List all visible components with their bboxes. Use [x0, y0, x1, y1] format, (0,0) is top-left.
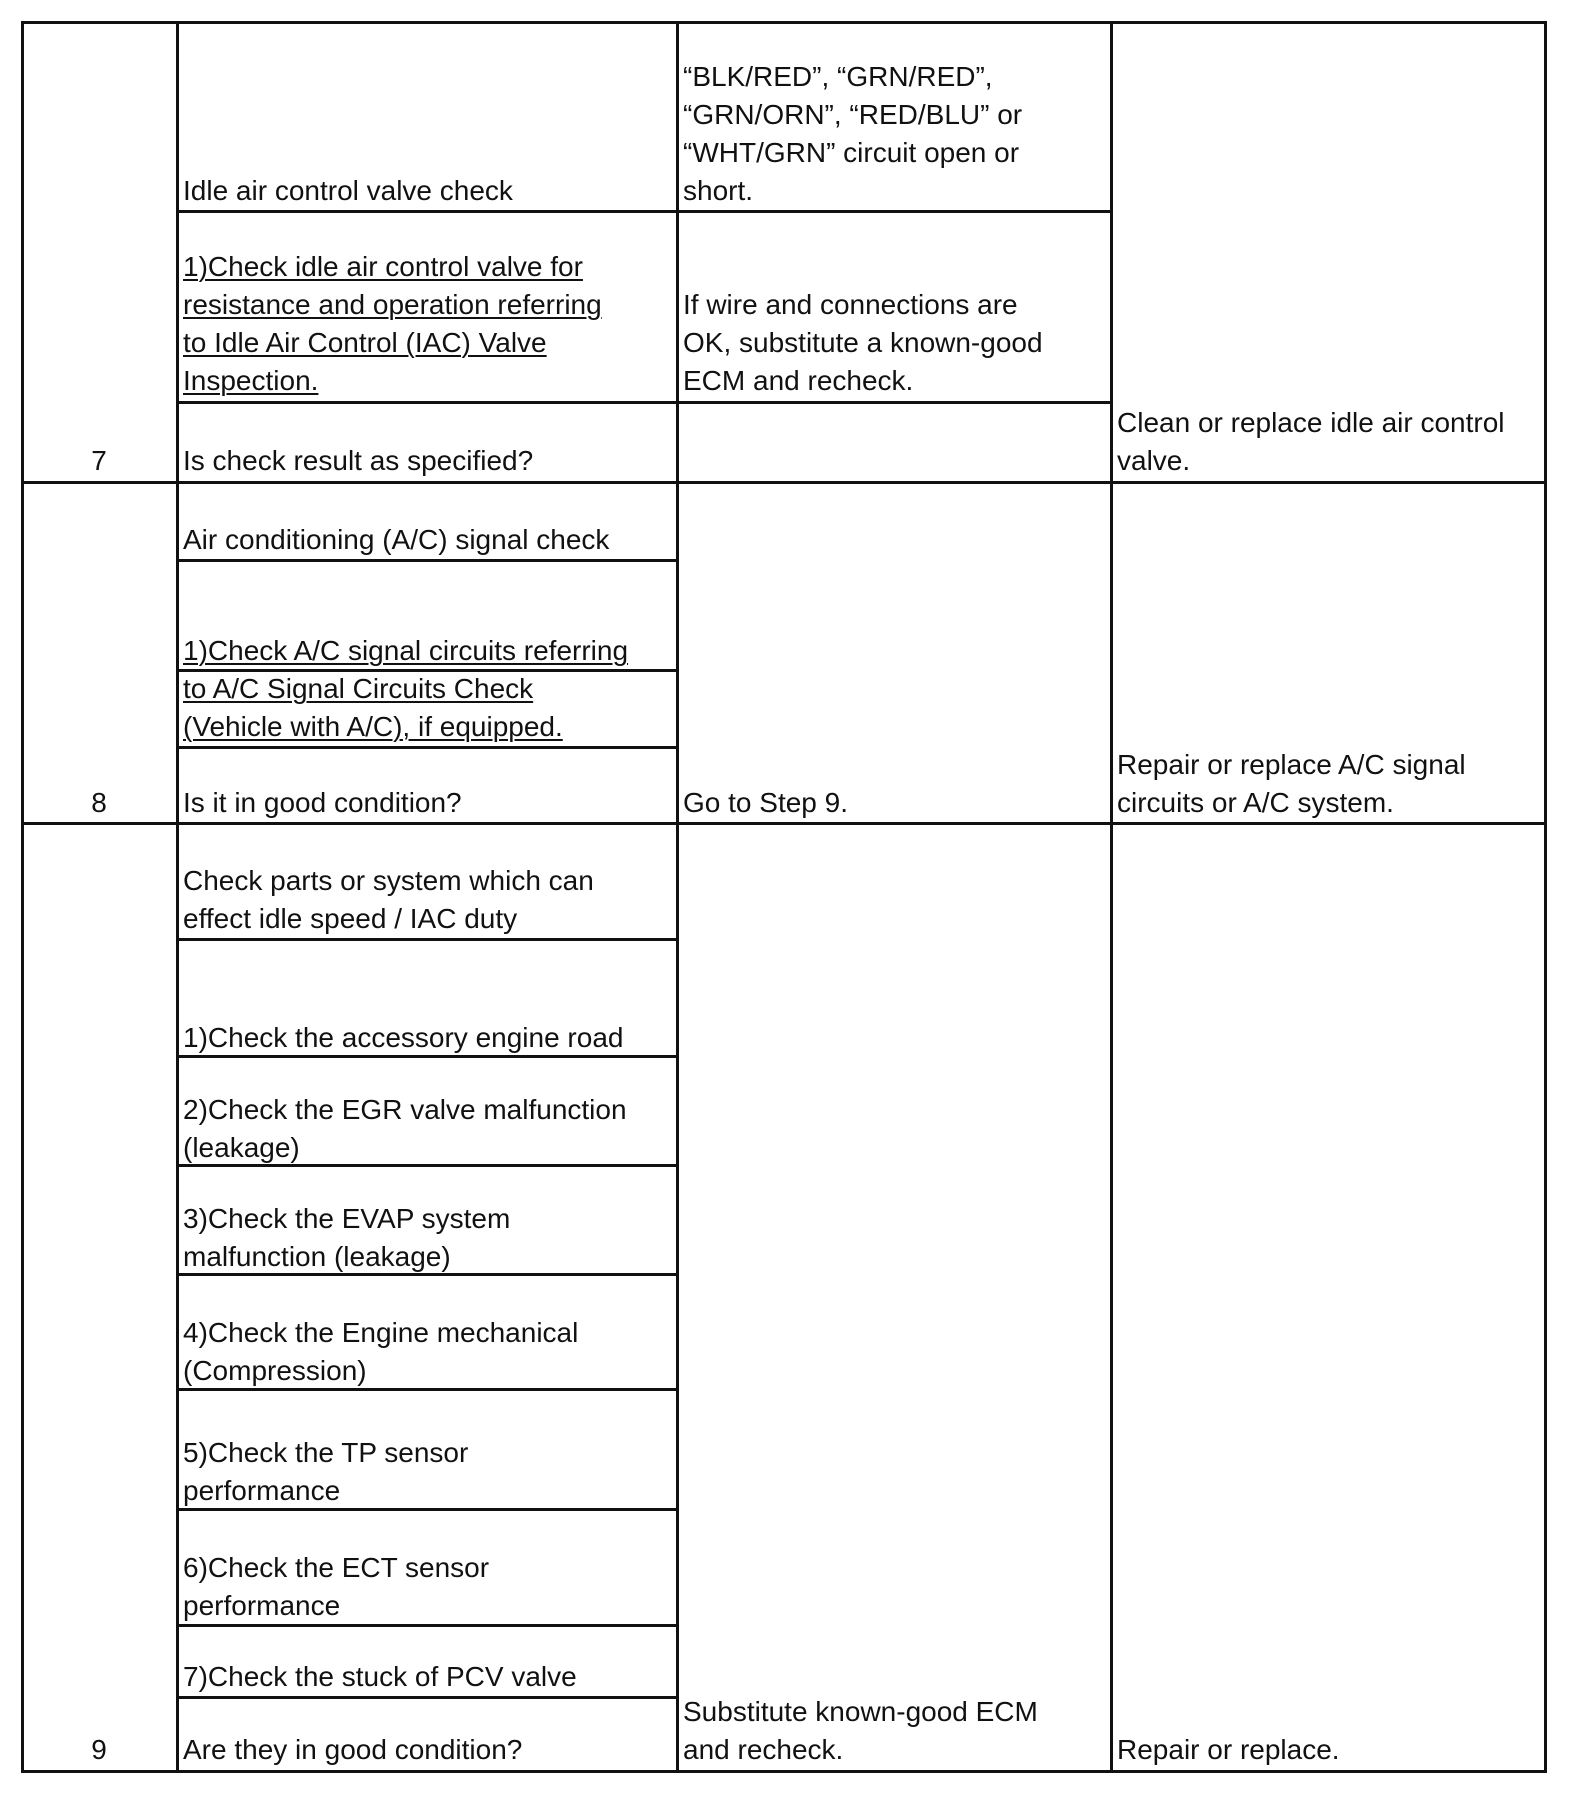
- yes-text: “BLK/RED”, “GRN/RED”,: [683, 61, 993, 92]
- cell-separator: [177, 210, 1112, 213]
- no-text: Repair or replace.: [1117, 1734, 1340, 1765]
- action-line[interactable]: 1)Check idle air control valve for: [183, 251, 583, 282]
- row-separator: [24, 481, 1544, 484]
- yes-text: “WHT/GRN” circuit open or: [683, 137, 1020, 168]
- step-title: Air conditioning (A/C) signal check: [183, 524, 610, 555]
- no-text: circuits or A/C system.: [1117, 787, 1394, 818]
- diagnostic-table: [21, 21, 1547, 1773]
- yes-text: Go to Step 9.: [683, 787, 848, 818]
- yes-text: If wire and connections are: [683, 289, 1018, 320]
- no-text: Repair or replace A/C signal: [1117, 749, 1466, 780]
- yes-text: and recheck.: [683, 1734, 844, 1765]
- yes-text: ECM and recheck.: [683, 365, 914, 396]
- question: Are they in good condition?: [183, 1734, 523, 1765]
- check-item: 2)Check the EGR valve malfunction: [183, 1094, 627, 1125]
- row-separator: [24, 822, 1544, 825]
- column-divider: [1110, 24, 1113, 1770]
- check-item: 4)Check the Engine mechanical: [183, 1317, 579, 1348]
- question: Is check result as specified?: [183, 445, 534, 476]
- action-line[interactable]: to A/C Signal Circuits Check: [183, 673, 534, 704]
- check-item: performance: [183, 1475, 341, 1506]
- check-item: 6)Check the ECT sensor: [183, 1552, 490, 1583]
- check-item: 7)Check the stuck of PCV valve: [183, 1661, 577, 1692]
- step-title: Check parts or system which can: [183, 865, 594, 896]
- check-item: performance: [183, 1590, 341, 1621]
- yes-text: Substitute known-good ECM: [683, 1696, 1038, 1727]
- action-line[interactable]: (Vehicle with A/C), if equipped.: [183, 711, 563, 742]
- check-item: 1)Check the accessory engine road: [183, 1022, 624, 1053]
- check-item: (leakage): [183, 1132, 300, 1163]
- action-line[interactable]: 1)Check A/C signal circuits referring: [183, 635, 629, 666]
- step-title: Idle air control valve check: [183, 175, 513, 206]
- question: Is it in good condition?: [183, 787, 462, 818]
- check-item: malfunction (leakage): [183, 1241, 451, 1272]
- cell-separator: [177, 746, 677, 749]
- step-number: 8: [91, 787, 107, 818]
- check-item: (Compression): [183, 1355, 367, 1386]
- cell-separator: [177, 401, 1112, 404]
- cell-separator: [177, 1696, 677, 1699]
- action-line[interactable]: to Idle Air Control (IAC) Valve: [183, 327, 547, 358]
- yes-text: “GRN/ORN”, “RED/BLU” or: [683, 99, 1023, 130]
- cell-separator: [177, 938, 677, 941]
- yes-text: short.: [683, 175, 754, 206]
- check-item: 3)Check the EVAP system: [183, 1203, 511, 1234]
- action-line[interactable]: resistance and operation referring: [183, 289, 602, 320]
- step-number: 9: [91, 1734, 107, 1765]
- step-title: effect idle speed / IAC duty: [183, 903, 518, 934]
- step-number: 7: [91, 445, 107, 476]
- no-text: Clean or replace idle air control: [1117, 407, 1505, 438]
- action-line[interactable]: Inspection.: [183, 365, 319, 396]
- yes-text: OK, substitute a known-good: [683, 327, 1043, 358]
- no-text: valve.: [1117, 445, 1191, 476]
- check-item: 5)Check the TP sensor: [183, 1437, 469, 1468]
- cell-separator: [177, 559, 677, 562]
